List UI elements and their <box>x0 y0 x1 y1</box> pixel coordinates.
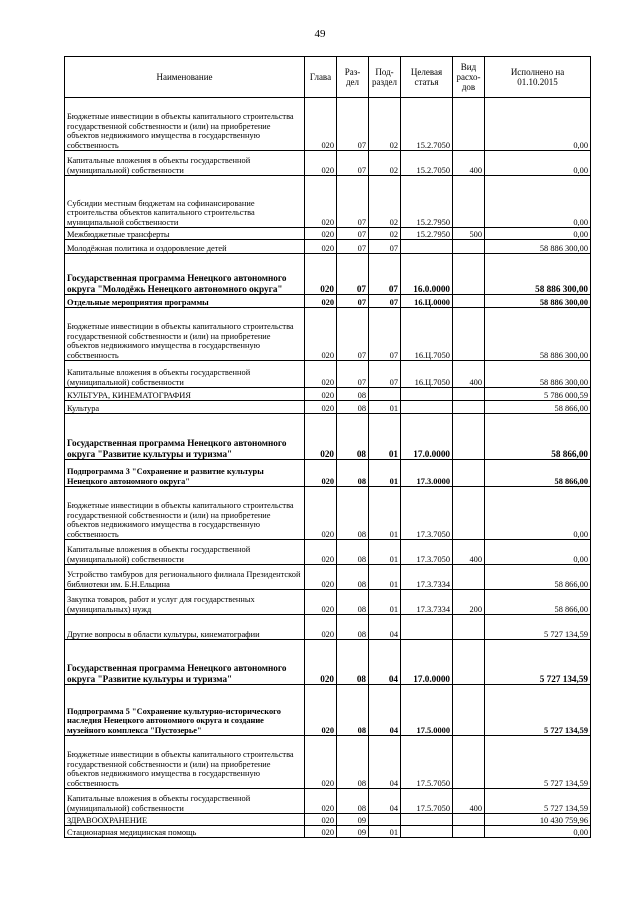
cell-value: 58 886 300,00 <box>485 295 591 308</box>
cell-podrazdel <box>369 388 401 401</box>
cell-podrazdel: 04 <box>369 685 401 736</box>
table-row <box>65 361 591 388</box>
cell-name: Культура <box>65 401 305 414</box>
cell-vid: 400 <box>453 540 485 565</box>
cell-razdel: 08 <box>337 388 369 401</box>
table-row <box>65 685 591 736</box>
cell-vid <box>453 814 485 826</box>
cell-podrazdel <box>369 814 401 826</box>
cell-podrazdel: 07 <box>369 361 401 388</box>
cell-statya <box>401 814 453 826</box>
cell-value: 0,00 <box>485 228 591 240</box>
cell-value: 5 727 134,59 <box>485 640 591 685</box>
table-row <box>65 228 591 240</box>
table-header-row <box>65 57 591 98</box>
cell-podrazdel: 07 <box>369 254 401 295</box>
cell-value: 5 727 134,59 <box>485 615 591 640</box>
cell-statya: 16.Ц.7050 <box>401 308 453 361</box>
header-ispolneno: Исполнено на 01.10.2015 <box>485 57 591 98</box>
header-statya: Целевая статья <box>401 57 453 98</box>
table-row <box>65 295 591 308</box>
cell-vid <box>453 460 485 487</box>
cell-razdel: 08 <box>337 460 369 487</box>
cell-name: Закупка товаров, работ и услуг для государственных (муниципальных) нужд <box>65 590 305 615</box>
cell-name: Стационарная медицинская помощь <box>65 826 305 838</box>
cell-name: Бюджетные инвестиции в объекты капитального строительства государственной собственности и (или) на приобретение объектов недвижимого имущества в государственную собственность <box>65 308 305 361</box>
cell-value: 5 786 000,59 <box>485 388 591 401</box>
cell-glava: 020 <box>305 540 337 565</box>
cell-statya: 15.2.7950 <box>401 228 453 240</box>
cell-vid <box>453 826 485 838</box>
cell-name: Капитальные вложения в объекты государственной (муниципальной) собственности <box>65 151 305 176</box>
cell-podrazdel: 01 <box>369 590 401 615</box>
cell-vid: 500 <box>453 228 485 240</box>
cell-value: 58 866,00 <box>485 414 591 460</box>
cell-statya <box>401 240 453 254</box>
cell-glava: 020 <box>305 176 337 228</box>
table-row <box>65 240 591 254</box>
cell-glava: 020 <box>305 826 337 838</box>
cell-glava: 020 <box>305 789 337 814</box>
cell-statya: 17.3.7050 <box>401 540 453 565</box>
cell-value: 0,00 <box>485 176 591 228</box>
cell-podrazdel: 01 <box>369 414 401 460</box>
cell-statya: 16.Ц.0000 <box>401 295 453 308</box>
cell-value: 58 866,00 <box>485 565 591 590</box>
cell-statya: 17.3.7334 <box>401 590 453 615</box>
cell-razdel: 08 <box>337 487 369 540</box>
table-row <box>65 460 591 487</box>
cell-value: 5 727 134,59 <box>485 685 591 736</box>
cell-value: 0,00 <box>485 487 591 540</box>
cell-podrazdel: 04 <box>369 640 401 685</box>
cell-glava: 020 <box>305 308 337 361</box>
cell-name: Бюджетные инвестиции в объекты капитального строительства государственной собственности и (или) на приобретение объектов недвижимого имущества в государственную собственность <box>65 98 305 151</box>
cell-razdel: 08 <box>337 685 369 736</box>
cell-statya <box>401 615 453 640</box>
cell-name: Молодёжная политика и оздоровление детей <box>65 240 305 254</box>
cell-vid <box>453 565 485 590</box>
header-podrazdel: Под- раздел <box>369 57 401 98</box>
cell-statya: 17.3.7334 <box>401 565 453 590</box>
cell-glava: 020 <box>305 361 337 388</box>
cell-glava: 020 <box>305 565 337 590</box>
table-row <box>65 565 591 590</box>
cell-vid <box>453 401 485 414</box>
cell-glava: 020 <box>305 254 337 295</box>
cell-glava: 020 <box>305 414 337 460</box>
header-vid: Вид расхо- дов <box>453 57 485 98</box>
cell-razdel: 08 <box>337 540 369 565</box>
cell-podrazdel: 01 <box>369 460 401 487</box>
cell-glava: 020 <box>305 295 337 308</box>
cell-podrazdel: 01 <box>369 565 401 590</box>
cell-statya: 16.Ц.7050 <box>401 361 453 388</box>
table-row <box>65 388 591 401</box>
cell-value: 58 886 300,00 <box>485 308 591 361</box>
page-number: 49 <box>314 28 326 40</box>
cell-podrazdel: 04 <box>369 615 401 640</box>
budget-table <box>64 56 591 838</box>
cell-value: 58 886 300,00 <box>485 240 591 254</box>
cell-vid <box>453 98 485 151</box>
table-row <box>65 414 591 460</box>
cell-vid <box>453 736 485 789</box>
cell-value: 10 430 759,96 <box>485 814 591 826</box>
cell-value: 58 866,00 <box>485 460 591 487</box>
cell-podrazdel: 02 <box>369 228 401 240</box>
header-razdel: Раз- дел <box>337 57 369 98</box>
cell-podrazdel: 01 <box>369 487 401 540</box>
cell-razdel: 09 <box>337 826 369 838</box>
cell-name: КУЛЬТУРА, КИНЕМАТОГРАФИЯ <box>65 388 305 401</box>
cell-vid: 400 <box>453 789 485 814</box>
cell-name: Капитальные вложения в объекты государственной (муниципальной) собственности <box>65 789 305 814</box>
cell-podrazdel: 04 <box>369 789 401 814</box>
table-row <box>65 487 591 540</box>
cell-value: 5 727 134,59 <box>485 789 591 814</box>
cell-razdel: 07 <box>337 240 369 254</box>
cell-vid <box>453 240 485 254</box>
cell-vid: 200 <box>453 590 485 615</box>
cell-value: 0,00 <box>485 540 591 565</box>
cell-razdel: 07 <box>337 176 369 228</box>
cell-razdel: 07 <box>337 308 369 361</box>
table-row <box>65 736 591 789</box>
cell-statya <box>401 388 453 401</box>
cell-name: Государственная программа Ненецкого автономного округа "Развитие культуры и туризма" <box>65 414 305 460</box>
cell-vid <box>453 487 485 540</box>
cell-name: Бюджетные инвестиции в объекты капитального строительства государственной собственности и (или) на приобретение объектов недвижимого имущества в государственную собственность <box>65 736 305 789</box>
cell-razdel: 07 <box>337 254 369 295</box>
cell-razdel: 07 <box>337 228 369 240</box>
cell-glava: 020 <box>305 388 337 401</box>
table-row <box>65 254 591 295</box>
cell-statya: 16.0.0000 <box>401 254 453 295</box>
cell-glava: 020 <box>305 736 337 789</box>
cell-name: Подпрограмма 5 "Сохранение культурно-исторического наследия Ненецкого автономного округа и создание музейного комплекса "Пустозерье" <box>65 685 305 736</box>
cell-glava: 020 <box>305 151 337 176</box>
cell-value: 58 866,00 <box>485 401 591 414</box>
table-row <box>65 789 591 814</box>
cell-glava: 020 <box>305 487 337 540</box>
cell-razdel: 08 <box>337 401 369 414</box>
header-glava: Глава <box>305 57 337 98</box>
cell-glava: 020 <box>305 460 337 487</box>
cell-podrazdel: 02 <box>369 98 401 151</box>
cell-podrazdel: 07 <box>369 240 401 254</box>
cell-vid <box>453 615 485 640</box>
cell-name: Бюджетные инвестиции в объекты капитального строительства государственной собственности и (или) на приобретение объектов недвижимого имущества в государственную собственность <box>65 487 305 540</box>
table-row <box>65 826 591 838</box>
table-row <box>65 640 591 685</box>
cell-razdel: 08 <box>337 590 369 615</box>
cell-statya <box>401 826 453 838</box>
cell-statya: 17.5.7050 <box>401 736 453 789</box>
cell-glava: 020 <box>305 590 337 615</box>
cell-razdel: 07 <box>337 151 369 176</box>
cell-razdel: 07 <box>337 98 369 151</box>
cell-podrazdel: 01 <box>369 540 401 565</box>
cell-glava: 020 <box>305 98 337 151</box>
cell-podrazdel: 04 <box>369 736 401 789</box>
table-row <box>65 590 591 615</box>
table-row <box>65 615 591 640</box>
cell-statya: 17.5.0000 <box>401 685 453 736</box>
cell-name: Другие вопросы в области культуры, кинематографии <box>65 615 305 640</box>
cell-vid: 400 <box>453 361 485 388</box>
table-row <box>65 176 591 228</box>
cell-statya: 17.0.0000 <box>401 414 453 460</box>
cell-value: 5 727 134,59 <box>485 736 591 789</box>
cell-vid <box>453 254 485 295</box>
cell-value: 0,00 <box>485 826 591 838</box>
cell-razdel: 07 <box>337 295 369 308</box>
table-row <box>65 308 591 361</box>
cell-podrazdel: 02 <box>369 151 401 176</box>
table-row <box>65 401 591 414</box>
cell-glava: 020 <box>305 228 337 240</box>
cell-glava: 020 <box>305 615 337 640</box>
cell-glava: 020 <box>305 240 337 254</box>
cell-statya <box>401 401 453 414</box>
cell-statya: 15.2.7050 <box>401 151 453 176</box>
cell-value: 58 886 300,00 <box>485 361 591 388</box>
cell-podrazdel: 07 <box>369 308 401 361</box>
cell-value: 58 866,00 <box>485 590 591 615</box>
cell-value: 0,00 <box>485 151 591 176</box>
cell-razdel: 08 <box>337 414 369 460</box>
cell-value: 58 886 300,00 <box>485 254 591 295</box>
cell-podrazdel: 01 <box>369 826 401 838</box>
cell-name: Капитальные вложения в объекты государственной (муниципальной) собственности <box>65 361 305 388</box>
cell-vid <box>453 640 485 685</box>
cell-vid <box>453 308 485 361</box>
cell-name: Межбюджетные трансферты <box>65 228 305 240</box>
cell-vid <box>453 685 485 736</box>
cell-razdel: 08 <box>337 565 369 590</box>
cell-glava: 020 <box>305 640 337 685</box>
cell-glava: 020 <box>305 814 337 826</box>
cell-glava: 020 <box>305 685 337 736</box>
cell-vid <box>453 414 485 460</box>
cell-glava: 020 <box>305 401 337 414</box>
cell-vid <box>453 176 485 228</box>
cell-statya: 17.3.0000 <box>401 460 453 487</box>
cell-statya: 17.3.7050 <box>401 487 453 540</box>
cell-value: 0,00 <box>485 98 591 151</box>
cell-podrazdel: 01 <box>369 401 401 414</box>
cell-name: Подпрограмма 3 "Сохранение и развитие культуры Ненецкого автономного округа" <box>65 460 305 487</box>
cell-name: Устройство тамбуров для регионального филиала Президентской библиотеки им. Б.Н.Ельцина <box>65 565 305 590</box>
cell-name: ЗДРАВООХРАНЕНИЕ <box>65 814 305 826</box>
cell-statya: 15.2.7950 <box>401 176 453 228</box>
table-row <box>65 98 591 151</box>
cell-vid: 400 <box>453 151 485 176</box>
cell-razdel: 08 <box>337 640 369 685</box>
cell-razdel: 09 <box>337 814 369 826</box>
header-name: Наименование <box>65 57 305 98</box>
cell-vid <box>453 388 485 401</box>
cell-razdel: 08 <box>337 615 369 640</box>
cell-name: Государственная программа Ненецкого автономного округа "Молодёжь Ненецкого автономного округа" <box>65 254 305 295</box>
cell-statya: 15.2.7050 <box>401 98 453 151</box>
cell-name: Государственная программа Ненецкого автономного округа "Развитие культуры и туризма" <box>65 640 305 685</box>
cell-razdel: 08 <box>337 789 369 814</box>
cell-statya: 17.0.0000 <box>401 640 453 685</box>
cell-vid <box>453 295 485 308</box>
cell-name: Отдельные мероприятия программы <box>65 295 305 308</box>
table-row <box>65 540 591 565</box>
cell-podrazdel: 07 <box>369 295 401 308</box>
cell-name: Капитальные вложения в объекты государственной (муниципальной) собственности <box>65 540 305 565</box>
table-row <box>65 814 591 826</box>
table-row <box>65 151 591 176</box>
cell-podrazdel: 02 <box>369 176 401 228</box>
table-body <box>65 98 591 838</box>
cell-razdel: 08 <box>337 736 369 789</box>
cell-name: Субсидии местным бюджетам на софинансирование строительства объектов капитального строительства муниципальной собственности <box>65 176 305 228</box>
cell-statya: 17.5.7050 <box>401 789 453 814</box>
cell-razdel: 07 <box>337 361 369 388</box>
